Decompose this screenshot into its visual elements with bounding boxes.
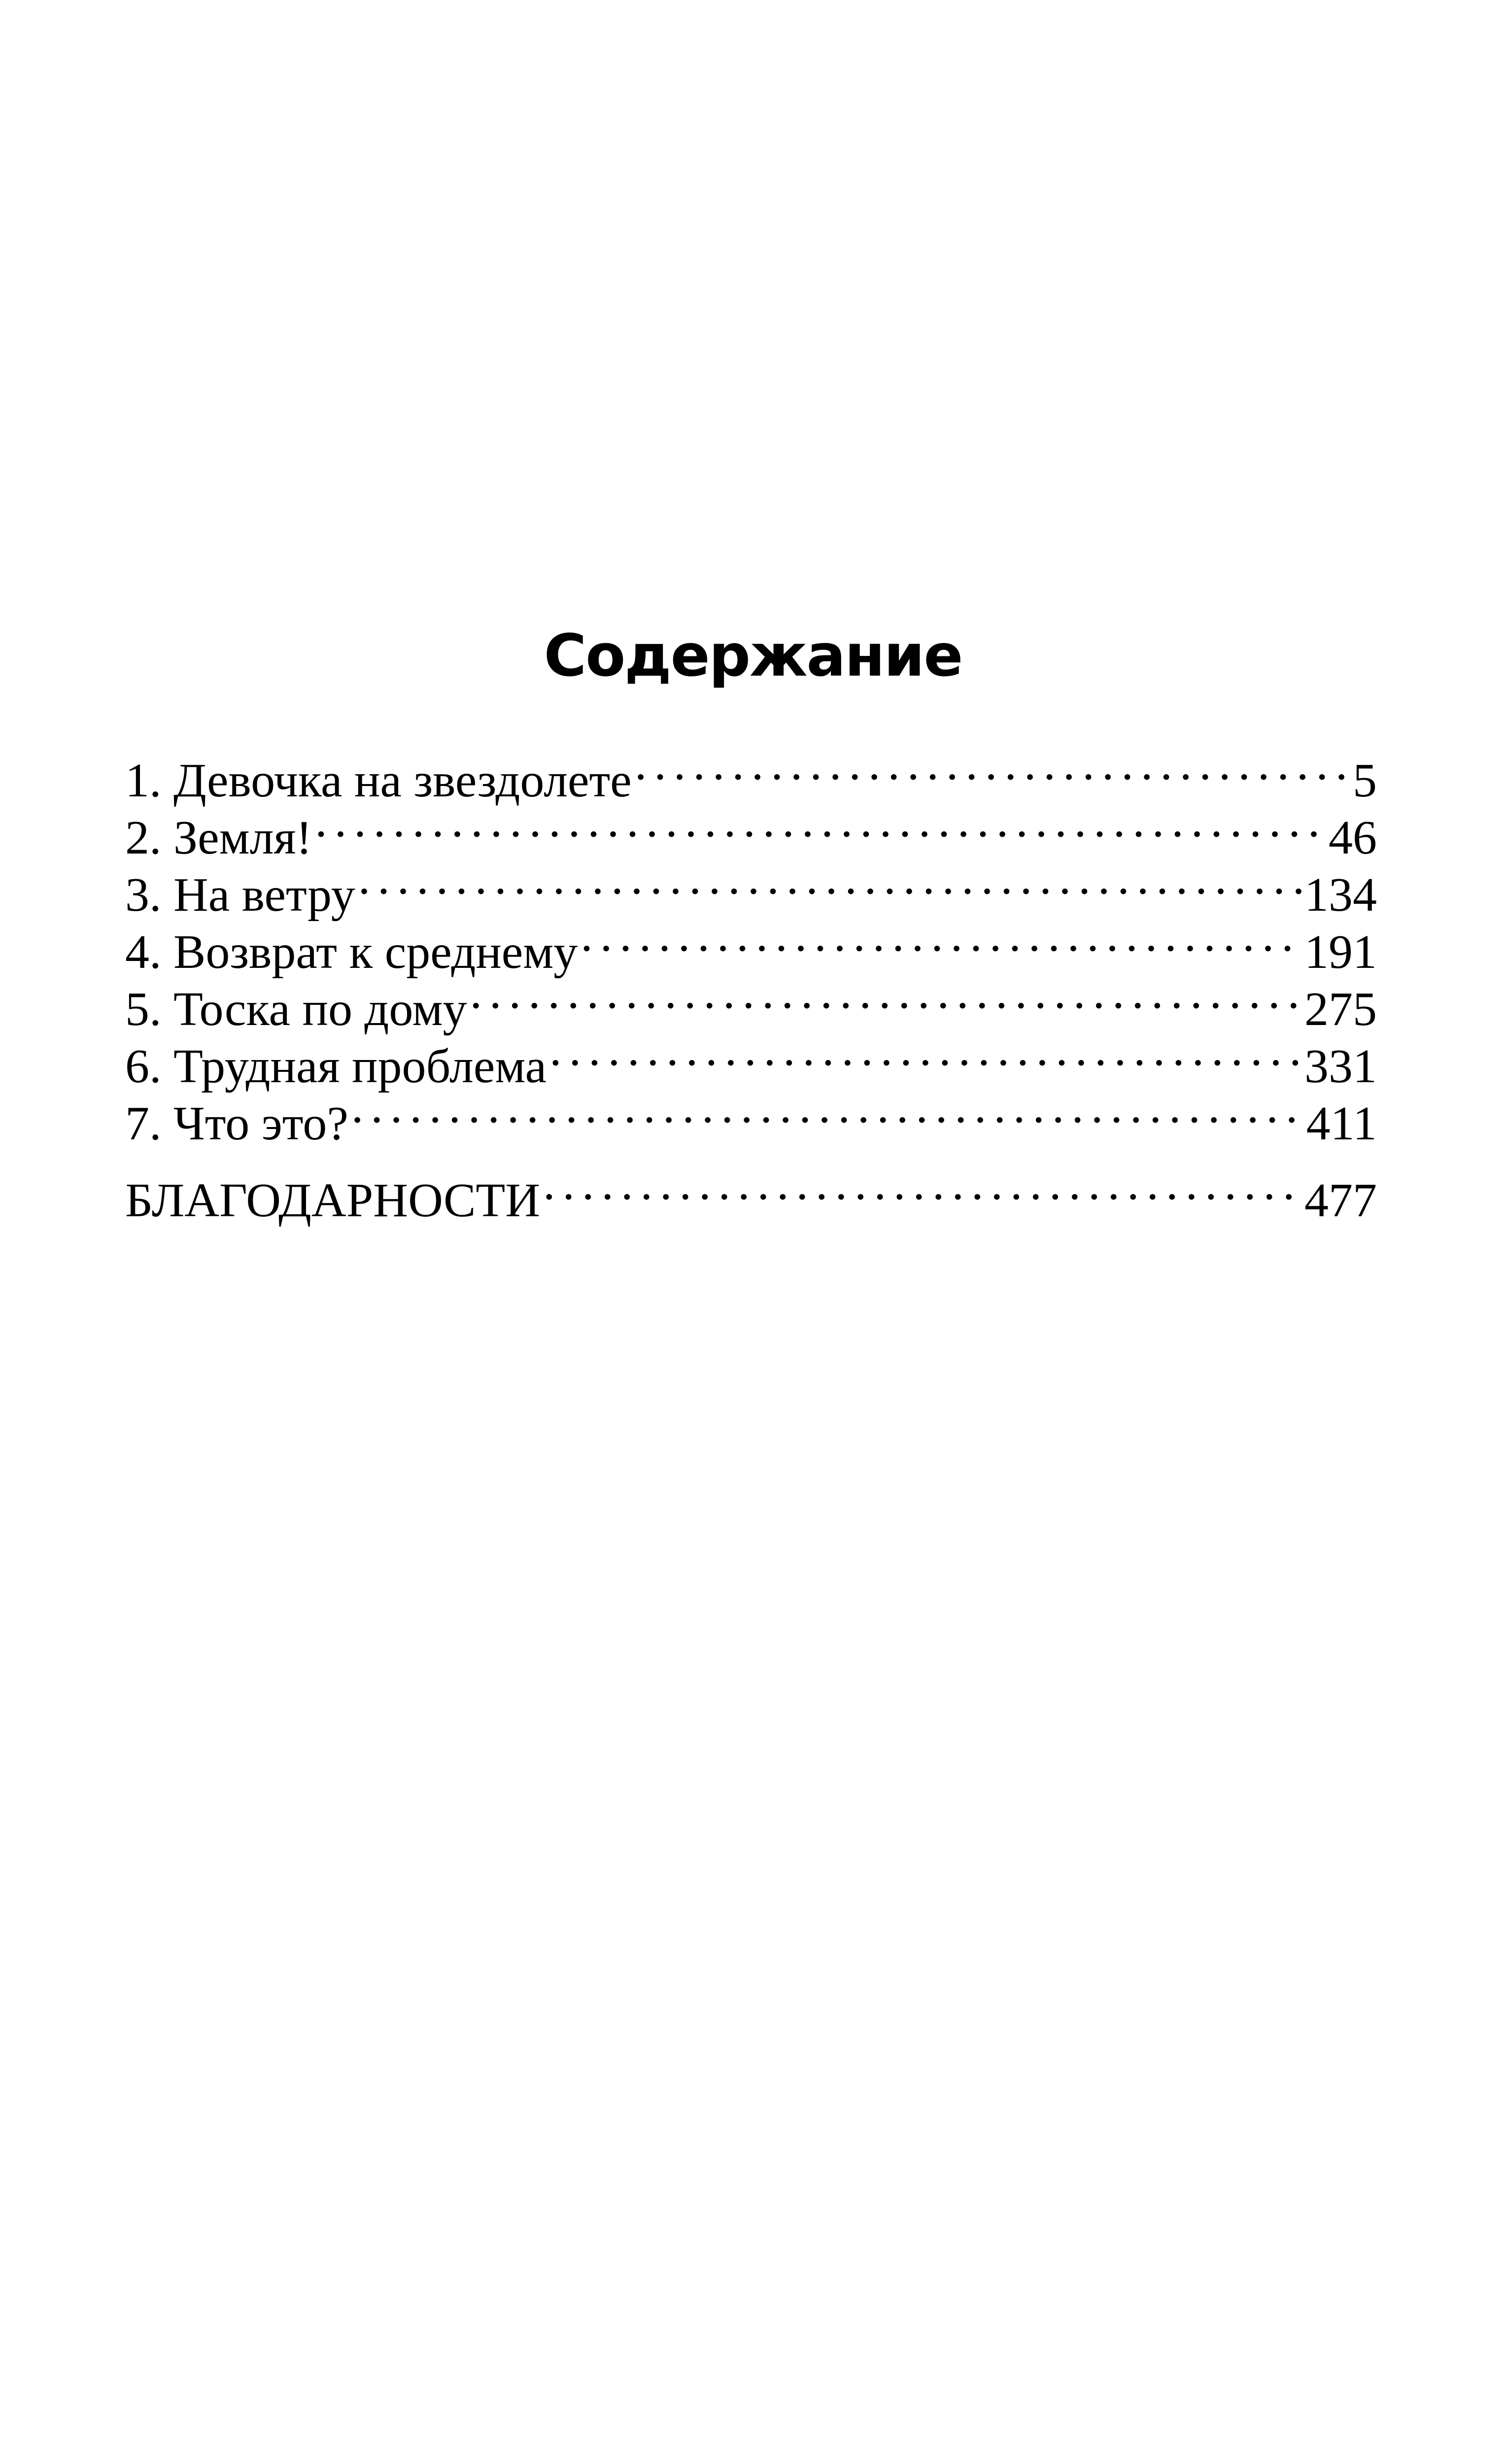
toc-entry-label: 5. Тоска по дому bbox=[125, 983, 467, 1036]
toc-entry-chapter-1[interactable] bbox=[125, 739, 1377, 807]
dot-leader bbox=[543, 1159, 1301, 1216]
toc-entry-chapter-3[interactable] bbox=[125, 854, 1377, 922]
toc-entry-label: 4. Возврат к среднему bbox=[125, 925, 578, 979]
toc-entry-label: БЛАГОДАРНОСТИ bbox=[125, 1174, 541, 1227]
toc-entry-page-number: 411 bbox=[1306, 1097, 1377, 1150]
dot-leader bbox=[358, 854, 1301, 911]
toc-entry-label: 1. Девочка на звездолете bbox=[125, 754, 632, 807]
toc-entry-page-number: 46 bbox=[1329, 811, 1377, 864]
table-of-contents bbox=[125, 739, 1377, 1227]
dot-leader bbox=[470, 968, 1301, 1025]
dot-leader bbox=[315, 796, 1326, 854]
toc-entry-label: 3. На ветру bbox=[125, 868, 355, 922]
toc-entry-page-number: 191 bbox=[1304, 925, 1377, 979]
dot-leader bbox=[351, 1082, 1303, 1139]
toc-entry-label: 6. Трудная проблема bbox=[125, 1040, 547, 1093]
toc-entry-page-number: 477 bbox=[1304, 1174, 1377, 1227]
dot-leader bbox=[581, 911, 1301, 968]
toc-entry-page-number: 134 bbox=[1304, 868, 1377, 922]
toc-entry-acknowledgements[interactable] bbox=[125, 1159, 1377, 1227]
toc-entry-page-number: 275 bbox=[1304, 983, 1377, 1036]
toc-entry-page-number: 331 bbox=[1304, 1040, 1377, 1093]
page-title: Содержание bbox=[544, 621, 962, 689]
toc-entry-label: 7. Что это? bbox=[125, 1097, 348, 1150]
dot-leader bbox=[635, 739, 1350, 796]
toc-entry-label: 2. Земля! bbox=[125, 811, 312, 864]
toc-entry-page-number: 5 bbox=[1353, 754, 1377, 807]
dot-leader bbox=[549, 1025, 1301, 1082]
